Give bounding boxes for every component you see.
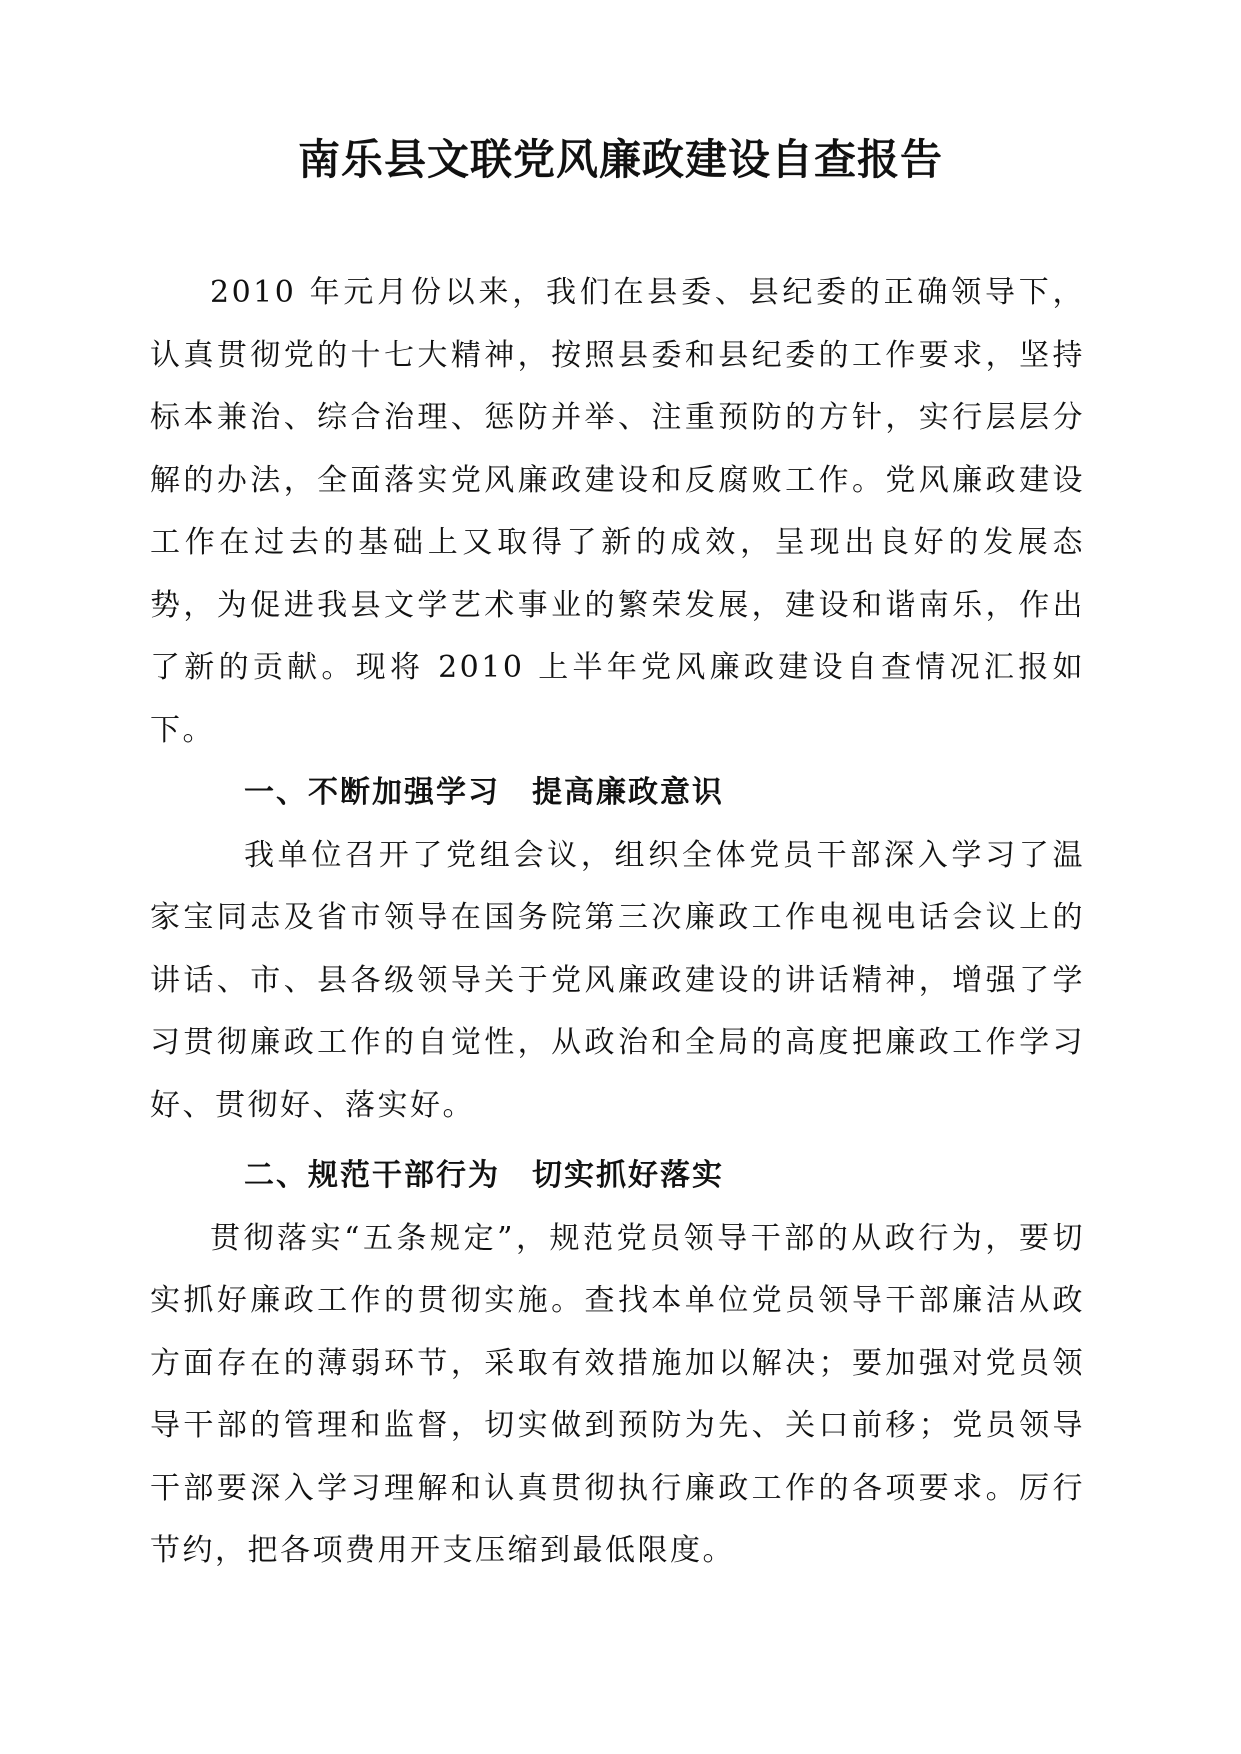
document-body [150,262,1085,1583]
section-2-heading: 二、规范干部行为 切实抓好落实 [244,1158,724,1193]
section-1-paragraph: 我单位召开了党组会议，组织全体党员干部深入学习了温家宝同志及省市领导在国务院第三次廉政工作电视电话会议上的讲话、市、县各级领导关于党风廉政建设的讲话精神，增强了学习贯彻廉政工作的自觉性，从政治和全局的高度把廉政工作学习好、贯彻好、落实好。 [150,837,1085,1123]
intro-paragraph: 2010 年元月份以来，我们在县委、县纪委的正确领导下，认真贯彻党的十七大精神，按照县委和县纪委的工作要求，坚持标本兼治、综合治理、惩防并举、注重预防的方针，实行层层分解的办法，全面落实党风廉政建设和反腐败工作。党风廉政建设工作在过去的基础上又取得了新的成效，呈现出良好的发展态势，为促进我县文学艺术事业的繁荣发展，建设和谐南乐，作出了新的贡献。现将 2010 上半年党风廉政建设自查情况汇报如下。 [150,275,1085,748]
document-title: 南乐县文联党风廉政建设自查报告 [297,135,943,184]
section-2-paragraph: 贯彻落实“五条规定”，规范党员领导干部的从政行为，要切实抓好廉政工作的贯彻实施。查找本单位党员领导干部廉洁从政方面存在的薄弱环节，采取有效措施加以解决；要加强对党员领导干部的管理和监督，切实做到预防为先、关口前移；党员领导干部要深入学习理解和认真贯彻执行廉政工作的各项要求。厉行节约，把各项费用开支压缩到最低限度。 [150,1220,1085,1568]
section-1-heading: 一、不断加强学习 提高廉政意识 [244,775,724,810]
